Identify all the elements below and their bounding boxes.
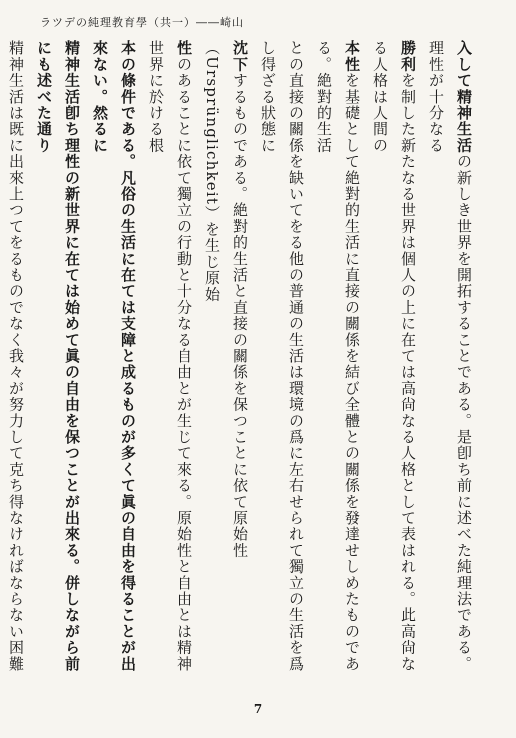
text-line [366,40,422,685]
text-run: 本性 [343,40,361,73]
text-run: を制した新たなる世界は個人の上に在ては高尙なる人格として表はれる。此高尙なる人格は人間の [371,40,417,672]
text-line [254,40,310,685]
text-run: 精神生活卽ち理性の新世界に在ては始めて眞の自由を保つことが出來る。併しながら前にも述べた通り [35,40,81,672]
text-line [0,40,30,685]
page-number: 7 [253,702,263,716]
text-run: の新しき世界を開拓することである。是卽ち前に述べた純理法である。理性が十分なる [427,40,473,672]
vertical-text-body [7,40,478,685]
text-run: を基礎として絶對的生活に直接の關係を結び全體との關係を發達せしめたものである。絶對的生活 [315,40,361,672]
text-run: 精神生活 [455,88,473,154]
text-line [30,40,86,685]
text-run: 性 [175,40,193,57]
text-run: との直接の關係を缺いてをる他の普通の生活は環境の爲に左右せられて獨立の生活を爲し得ざる狀態に [259,40,305,672]
text-run: 沈下 [231,40,249,73]
running-header: 山崎――（一共）學育教理純のデツラ [40,16,244,29]
text-run: 本の條件である。凡俗の生活に在ては支障と成るものが多くて眞の自由を得ることが出來ない。然るに [91,40,137,672]
text-line [422,40,478,685]
text-line [142,40,198,685]
text-run: するものである。絶對的生活と直接の關係を保つことに依て原始性（Ursprünglichkeit）を生じ原始 [203,40,249,559]
text-line [198,40,254,685]
text-run: 勝利 [399,40,417,73]
text-line [310,40,366,685]
text-run: 精神生活は既に出來上つてをるものでなく我々が努力して克ち得なければならない困難 [7,40,25,672]
text-run: のあることに依て獨立の行動と十分なる自由とが生じて來る。原始性と自由とは精神世界に於ける根 [147,40,193,672]
text-line [86,40,142,685]
text-run: 入して [455,40,473,89]
